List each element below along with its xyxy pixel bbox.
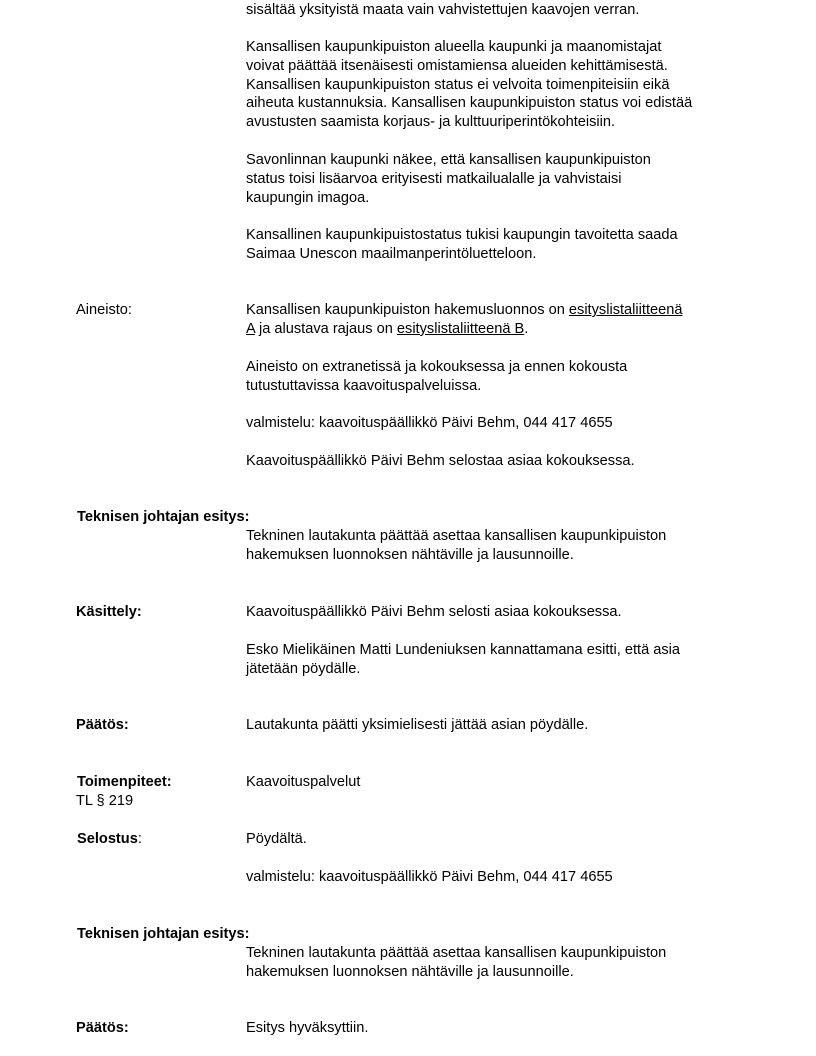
- attachment-b-link[interactable]: esityslistaliitteenä B: [396, 320, 525, 337]
- attachment-a-link-letter[interactable]: A: [246, 320, 255, 337]
- aineisto-paragraph-1: Kansallisen kaupunkipuiston hakemusluonnos on esityslistaliitteenä A ja alustava rajaus on esityslistaliitteenä B.: [246, 302, 683, 337]
- decision-text-2: Esitys hyväksyttiin.: [246, 1020, 369, 1036]
- intro-paragraph-3: Kansallinen kaupunkipuistostatus tukisi kaupungin tavoitetta saada Saimaa Unescon maailmanperintöluetteloon.: [246, 227, 678, 262]
- selostus-preparer: valmistelu: kaavoituspäällikkö Päivi Behm, 044 417 4655: [246, 869, 613, 885]
- intro-paragraph-1: Kansallisen kaupunkipuiston alueella kaupunki ja maanomistajat voivat päättää itsenäisesti omistamiensa alueiden kehittämisestä. Kansallisen kaupunkipuiston status ei velvoita toimenpiteisiin eikä aiheuta kustannuksia. Kansallisen kaupunkipuiston status voi edistää avustusten saamista korjaus- ja kulttuuriperintökohteisiin.: [246, 39, 693, 131]
- kasittely-paragraph-1: Kaavoituspäällikkö Päivi Behm selosti asiaa kokouksessa.: [246, 604, 622, 620]
- decision-label-2: Päätös:: [76, 1020, 129, 1036]
- intro-paragraph-0: sisältää yksityistä maata vain vahvistettujen kaavojen verran.: [246, 2, 640, 18]
- proposal-label-1: Teknisen johtajan esitys:: [77, 509, 250, 525]
- aineisto-label: Aineisto:: [76, 302, 132, 318]
- decision-text-1: Lautakunta päätti yksimielisesti jättää asian pöydälle.: [246, 717, 589, 733]
- proposal-text-1: Tekninen lautakunta päättää asettaa kansallisen kaupunkipuiston hakemuksen luonnoksen nähtäville ja lausunnoille.: [246, 528, 667, 563]
- decision-label-1: Päätös:: [76, 717, 129, 733]
- intro-paragraph-2: Savonlinnan kaupunki näkee, että kansallisen kaupunkipuiston status toisi lisäarvoa erityisesti matkailualalle ja vahvistaisi kaupungin imagoa.: [246, 152, 651, 206]
- toimenpiteet-text: Kaavoituspalvelut: [246, 774, 361, 790]
- kasittely-label: Käsittely:: [76, 604, 142, 620]
- aineisto-preparer: valmistelu: kaavoituspäällikkö Päivi Behm, 044 417 4655: [246, 415, 613, 431]
- proposal-label-2: Teknisen johtajan esitys:: [77, 926, 250, 942]
- section-reference: TL § 219: [76, 793, 134, 809]
- aineisto-paragraph-2: Aineisto on extranetissä ja kokouksessa ja ennen kokousta tutustuttavissa kaavoituspalveluissa.: [246, 359, 628, 394]
- selostus-label: Selostus:: [77, 831, 142, 847]
- toimenpiteet-label: Toimenpiteet:: [77, 774, 172, 790]
- attachment-a-link[interactable]: esityslistaliitteenä: [568, 302, 683, 318]
- selostus-paragraph-1: Pöydältä.: [246, 831, 307, 847]
- aineisto-presentation-note: Kaavoituspäällikkö Päivi Behm selostaa asiaa kokouksessa.: [246, 453, 635, 469]
- proposal-text-2: Tekninen lautakunta päättää asettaa kansallisen kaupunkipuiston hakemuksen luonnoksen nähtäville ja lausunnoille.: [246, 945, 667, 980]
- kasittely-paragraph-2: Esko Mielikäinen Matti Lundeniuksen kannattamana esitti, että asia jätetään pöydälle.: [246, 642, 681, 677]
